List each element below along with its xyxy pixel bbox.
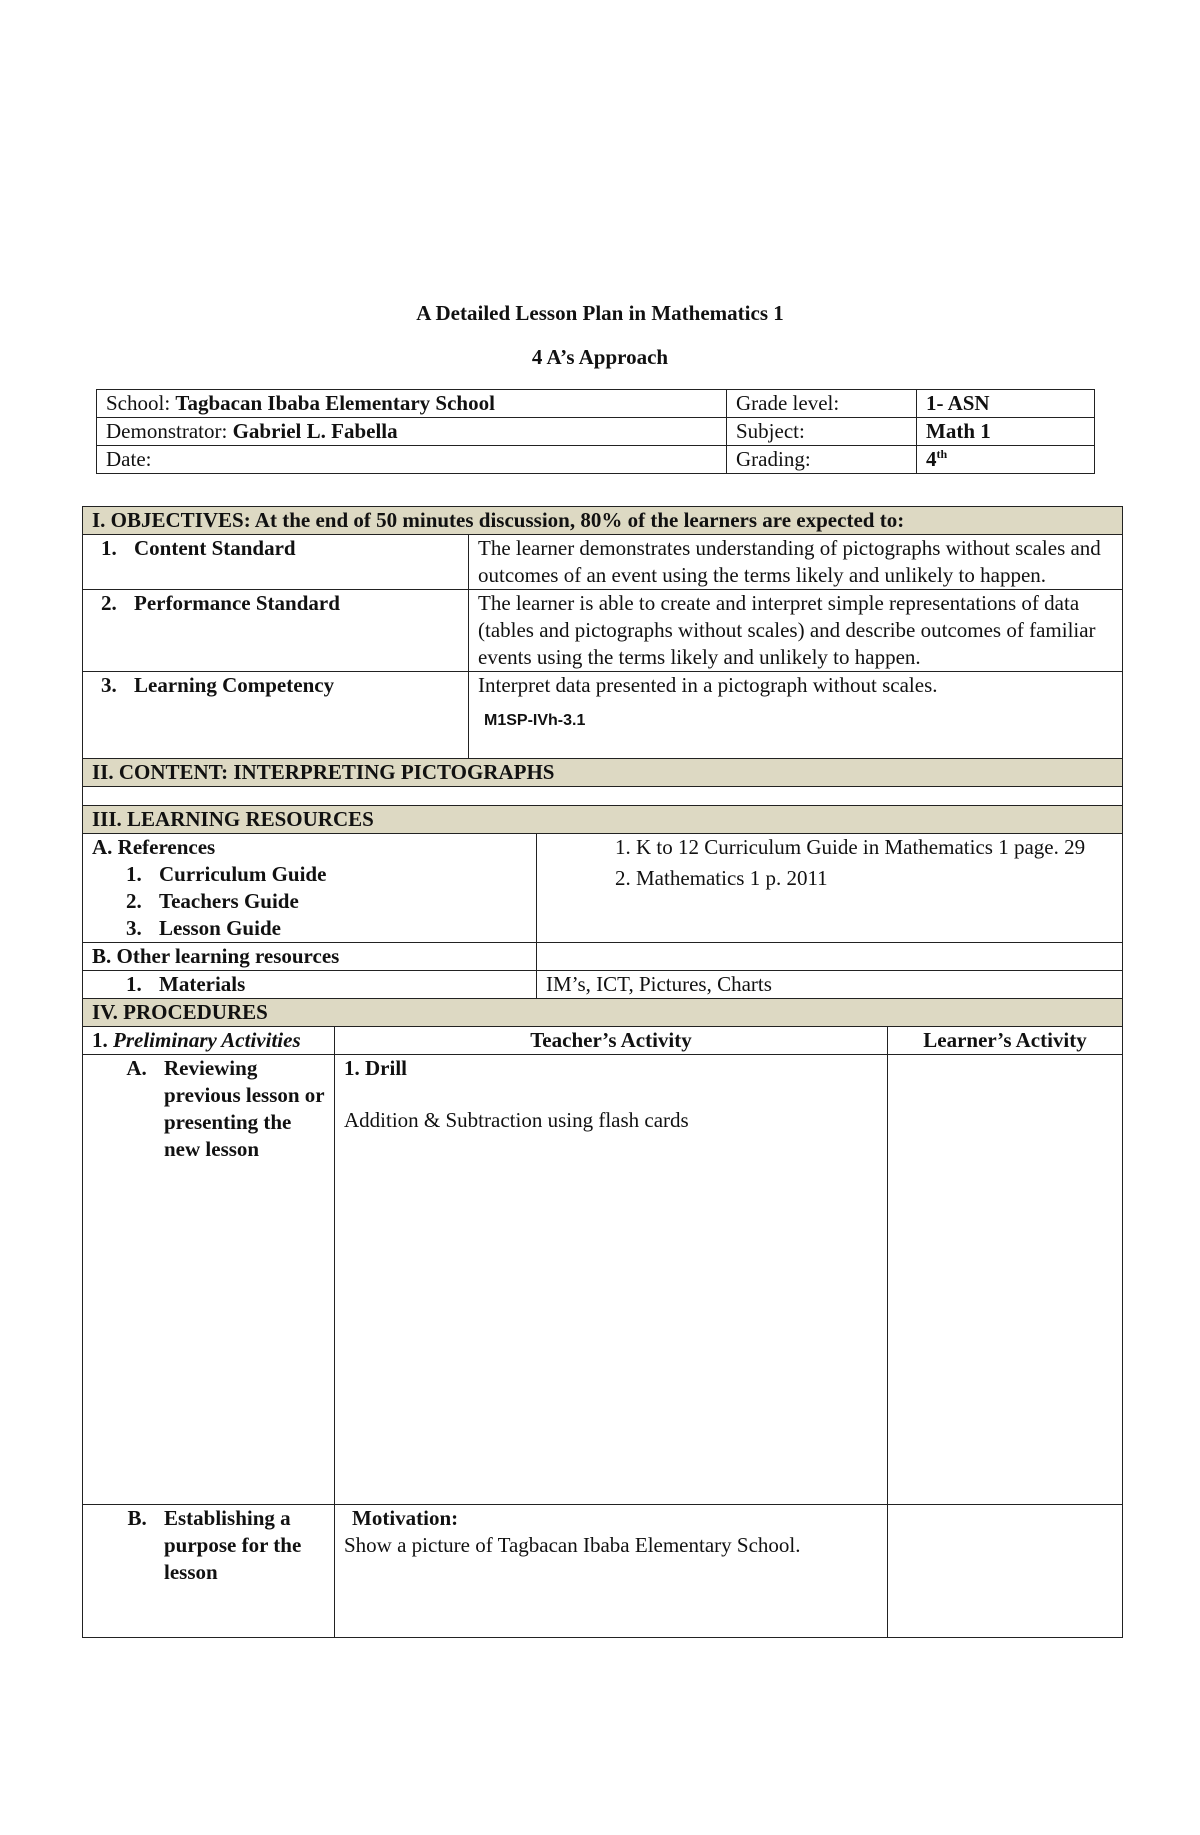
reference-value: 1. K to 12 Curriculum Guide in Mathematics 1 page. 29 — [615, 835, 1086, 859]
objective-row — [83, 535, 1123, 590]
objective-row — [83, 590, 1123, 672]
grading-sup: th — [936, 447, 948, 461]
learner-activity-header: Learner’s Activity — [888, 1027, 1123, 1055]
reference-item: 1. Curriculum Guide — [147, 861, 527, 888]
demonstrator-value: Gabriel L. Fabella — [232, 419, 398, 443]
content-blank-row — [83, 787, 1123, 806]
learner-activity-cell — [888, 1505, 1123, 1638]
content-heading-row — [83, 759, 1123, 787]
objective-text: The learner demonstrates understanding of pictographs without scales and outcomes of an event using the terms likely and unlikely to happen. — [469, 535, 1123, 590]
grading-label: Grading: — [727, 446, 917, 474]
objectives-heading-row — [83, 507, 1123, 535]
subject-value: Math 1 — [917, 418, 1095, 446]
demonstrator-label: Demonstrator: — [106, 419, 228, 443]
info-row-school — [97, 390, 1095, 418]
references-row — [83, 834, 1123, 943]
materials-row — [83, 971, 1123, 999]
drill-text: Addition & Subtraction using flash cards — [344, 1108, 689, 1132]
motivation-text: Show a picture of Tagbacan Ibaba Elementary School. — [344, 1533, 801, 1557]
materials-label: 1. Materials — [147, 971, 527, 998]
teacher-activity-cell — [335, 1505, 888, 1638]
other-resources-label: B. Other learning resources — [83, 943, 537, 971]
reference-item: 2. Teachers Guide — [147, 888, 527, 915]
objective-text-cell — [469, 672, 1123, 759]
objective-label — [83, 590, 469, 672]
grading-value-cell — [917, 446, 1095, 474]
procedure-step-row — [83, 1055, 1123, 1505]
info-table — [96, 389, 1095, 474]
objective-text: The learner is able to create and interpret simple representations of data (tables and pictographs without scales) and describe outcomes of familiar events using the terms likely and unlikely to happen. — [469, 590, 1123, 672]
resources-heading-row — [83, 806, 1123, 834]
prelim-label-cell — [83, 1027, 335, 1055]
procedures-heading-row — [83, 999, 1123, 1027]
materials-cell — [83, 971, 537, 999]
references-list — [92, 861, 527, 942]
grading-value: 4 — [926, 447, 937, 471]
teacher-activity-cell — [335, 1055, 888, 1505]
procedure-step-label-cell — [83, 1505, 335, 1638]
objectives-heading: I. OBJECTIVES: At the end of 50 minutes discussion, 80% of the learners are expected to: — [83, 507, 1123, 535]
learner-activity-cell — [888, 1055, 1123, 1505]
materials-value: IM’s, ICT, Pictures, Charts — [537, 971, 1123, 999]
motivation-title: Motivation: — [352, 1506, 459, 1530]
procedure-step-label: A. Reviewing previous lesson or presenting the new lesson — [152, 1055, 325, 1163]
reference-value: 2. Mathematics 1 p. 2011 — [615, 866, 828, 890]
procedure-step-row — [83, 1505, 1123, 1638]
objective-label-text: 2. Performance Standard — [122, 590, 459, 617]
school-cell — [97, 390, 727, 418]
procedure-step-label: B. Establishing a purpose for the lesson — [152, 1505, 325, 1586]
procedure-step-label-cell — [83, 1055, 335, 1505]
references-label: A. References — [92, 835, 216, 859]
prelim-label-number: 1. — [92, 1028, 113, 1052]
other-resources-value — [537, 943, 1123, 971]
demonstrator-cell — [97, 418, 727, 446]
prelim-label: Preliminary Activities — [113, 1028, 301, 1052]
drill-title: 1. Drill — [344, 1056, 407, 1080]
document-subtitle: 4 A’s Approach — [531, 345, 669, 369]
reference-item: 3. Lesson Guide — [147, 915, 527, 942]
subject-label: Subject: — [727, 418, 917, 446]
references-values — [537, 834, 1123, 943]
procedures-header-row — [83, 1027, 1123, 1055]
objective-text: Interpret data presented in a pictograph without scales. — [478, 673, 938, 697]
content-blank — [83, 787, 1123, 806]
grade-value: 1- ASN — [917, 390, 1095, 418]
procedures-heading: IV. PROCEDURES — [83, 999, 1123, 1027]
info-row-demonstrator — [97, 418, 1095, 446]
objective-label-text: 3. Learning Competency — [122, 672, 459, 699]
objective-row — [83, 672, 1123, 759]
teacher-activity-header: Teacher’s Activity — [335, 1027, 888, 1055]
references-cell — [83, 834, 537, 943]
objective-label — [83, 535, 469, 590]
objective-label — [83, 672, 469, 759]
competency-code: M1SP-IVh-3.1 — [484, 712, 586, 729]
info-row-date — [97, 446, 1095, 474]
resources-heading: III. LEARNING RESOURCES — [83, 806, 1123, 834]
other-resources-row — [83, 943, 1123, 971]
date-label: Date: — [97, 446, 727, 474]
grade-label: Grade level: — [727, 390, 917, 418]
document-title: A Detailed Lesson Plan in Mathematics 1 — [416, 301, 784, 325]
school-label: School: — [106, 391, 171, 415]
lesson-plan-table — [82, 506, 1123, 1638]
content-heading: II. CONTENT: INTERPRETING PICTOGRAPHS — [83, 759, 1123, 787]
objective-label-text: 1. Content Standard — [122, 535, 459, 562]
school-value: Tagbacan Ibaba Elementary School — [175, 391, 495, 415]
